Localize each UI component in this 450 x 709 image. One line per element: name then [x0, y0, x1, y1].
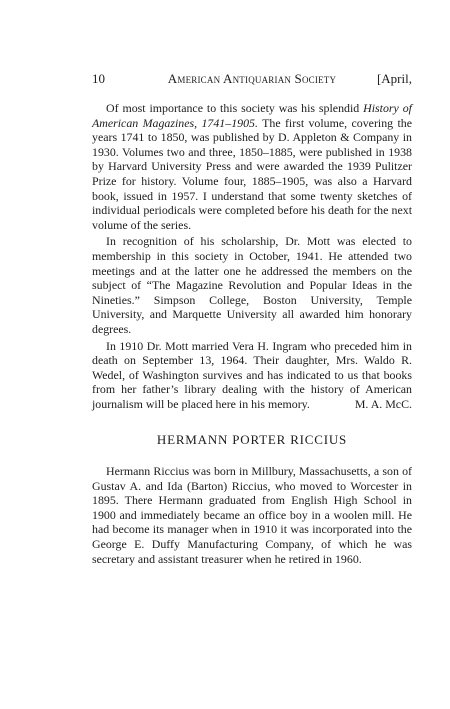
- issue-month: [April,: [376, 71, 412, 86]
- paragraph-membership: In recognition of his scholarship, Dr. Mott was elected to membership in this society in October, 1941. He attended two meetings and at the latter one he addressed the members on the subject of “The Magazine Revolution and Popular Ideas in the Nineties.” Simpson College, Boston University, Temple University, and Marquette University all awarded him honorary degrees.: [92, 234, 412, 336]
- paragraph-family-text: In 1910 Dr. Mott married Vera H. Ingram who preceded him in death on September 13, 1964. Their daughter, Mrs. Waldo R. Wedel, of Washington survives and has indicated to us that books from her father’s library dealing with the history of American journalism will be placed here in his memory.: [92, 338, 412, 411]
- running-header: [92, 71, 412, 87]
- book-title: History of American Magazines, 1741–1905.: [92, 101, 412, 130]
- author-signature: M. A. McC.: [354, 396, 412, 411]
- page-number: 10: [92, 71, 105, 86]
- paragraph-intro: Of most importance to this society was his splendid: [106, 101, 360, 115]
- obituary-heading: HERMANN PORTER RICCIUS: [156, 432, 348, 447]
- mott-obituary-continuation: [92, 101, 412, 411]
- journal-title: American Antiquarian Society: [167, 71, 337, 86]
- paragraph-riccius-biography: Hermann Riccius was born in Millbury, Massachusetts, a son of Gustav A. and Ida (Barton) Riccius, who moved to Worcester in 1895. There Hermann graduated from English High School in 1900 and immediately became an office boy in a woolen mill. He had become its manager when in 1910 it was incorporated into the George E. Duffy Manufacturing Company, of which he was secretary and assistant treasurer when he retired in 1960.: [92, 464, 412, 566]
- paragraph-magazines-history: [92, 101, 412, 232]
- riccius-obituary: [92, 464, 412, 566]
- paragraph-family: [92, 339, 412, 412]
- paragraph-rest: The first volume, covering the years 1741 to 1850, was published by D. Appleton & Company in 1930. Volumes two and three, 1850–1885, were published in 1938 by Harvard University Press and were awarded the 1939 Pulitzer Prize for history. Volume four, 1885–1905, was also a Harvard book, issued in 1957. I understand that some twenty sketches of individual periodicals were completed before his death for the next volume of the series.: [92, 115, 412, 232]
